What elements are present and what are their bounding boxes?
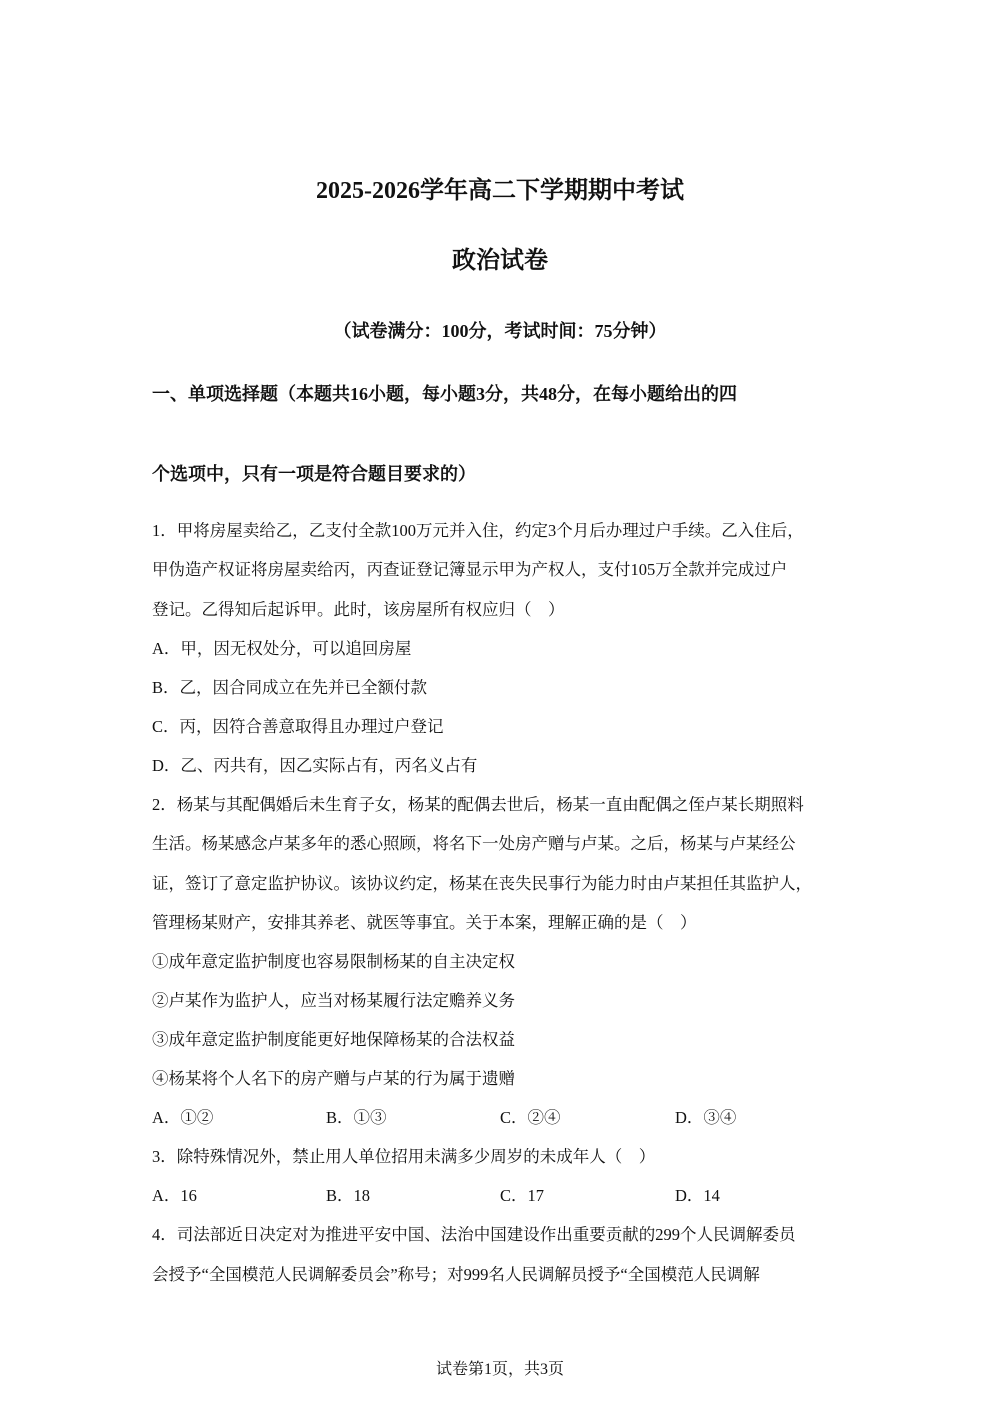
section-heading-line-1: 一、单项选择题（本题共16小题，每小题3分，共48分，在每小题给出的四 <box>152 384 737 404</box>
question-1-option-c: C．丙，因符合善意取得且办理过户登记 <box>152 717 444 736</box>
question-1-line-3: 登记。乙得知后起诉甲。此时，该房屋所有权应归（ ） <box>152 600 565 619</box>
question-2-item-4: ④杨某将个人名下的房产赠与卢某的行为属于遗赠 <box>152 1069 515 1088</box>
question-3-option-b: B．18 <box>326 1186 371 1205</box>
section-heading-line-2: 个选项中，只有一项是符合题目要求的） <box>152 464 476 484</box>
question-2-item-1: ①成年意定监护制度也容易限制杨某的自主决定权 <box>152 952 515 971</box>
question-1-option-a: A．甲，因无权处分，可以追回房屋 <box>152 639 412 658</box>
question-1-line-2: 甲伪造产权证将房屋卖给丙，丙查证登记簿显示甲为产权人，支付105万全款并完成过户 <box>152 560 788 579</box>
exam-info: （试卷满分：100分，考试时间：75分钟） <box>333 321 667 341</box>
question-2-item-2: ②卢某作为监护人，应当对杨某履行法定赡养义务 <box>152 991 515 1010</box>
section-heading <box>152 354 852 514</box>
question-2-line-1: 2．杨某与其配偶婚后未生育子女，杨某的配偶去世后，杨某一直由配偶之侄卢某长期照料 <box>152 795 804 814</box>
exam-title: 2025-2026学年高二下学期期中考试 <box>316 178 684 204</box>
question-2-line-3: 证，签订了意定监护协议。该协议约定，杨某在丧失民事行为能力时由卢某担任其监护人， <box>152 874 812 893</box>
question-2-option-d: D．③④ <box>675 1108 737 1127</box>
exam-subject: 政治试卷 <box>452 248 548 274</box>
question-2-line-4: 管理杨某财产，安排其养老、就医等事宜。关于本案，理解正确的是（ ） <box>152 913 697 932</box>
question-2-option-c: C．②④ <box>500 1108 561 1127</box>
question-1-option-d: D．乙、丙共有，因乙实际占有，丙名义占有 <box>152 756 478 775</box>
question-3-line-1: 3．除特殊情况外，禁止用人单位招用未满多少周岁的未成年人（ ） <box>152 1147 656 1166</box>
question-2-item-3: ③成年意定监护制度能更好地保障杨某的合法权益 <box>152 1030 515 1049</box>
question-4-line-1: 4．司法部近日决定对为推进平安中国、法治中国建设作出重要贡献的299个人民调解委员 <box>152 1225 796 1244</box>
question-3-option-a: A．16 <box>152 1186 197 1205</box>
question-3-option-c: C．17 <box>500 1186 545 1205</box>
question-2-option-a: A．①② <box>152 1108 214 1127</box>
question-2-line-2: 生活。杨某感念卢某多年的悉心照顾，将名下一处房产赠与卢某。之后，杨某与卢某经公 <box>152 834 796 853</box>
question-1-line-1: 1．甲将房屋卖给乙，乙支付全款100万元并入住，约定3个月后办理过户手续。乙入住后， <box>152 521 804 540</box>
question-2-option-b: B．①③ <box>326 1108 387 1127</box>
page-number-footer: 试卷第1页，共3页 <box>435 1361 564 1378</box>
question-1-option-b: B．乙，因合同成立在先并已全额付款 <box>152 678 428 697</box>
question-4-line-2: 会授予“全国模范人民调解委员会”称号；对999名人民调解员授予“全国模范人民调解 <box>152 1265 760 1284</box>
question-3-option-d: D．14 <box>675 1186 720 1205</box>
